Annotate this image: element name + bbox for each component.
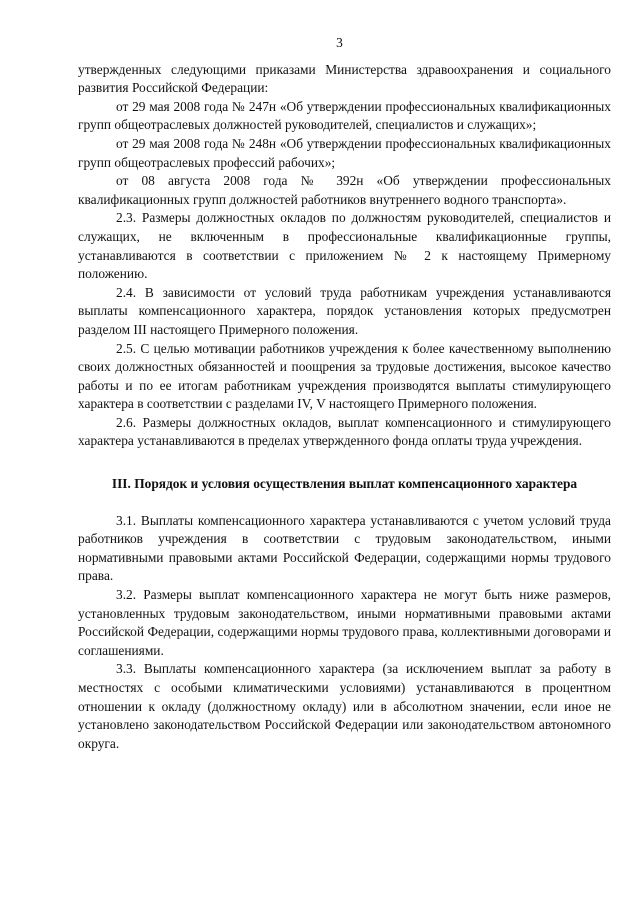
- paragraph-3-2: 3.2. Размеры выплат компенсационного характера не могут быть ниже размеров, установленных трудовым законодательством, иными нормативными правовыми актами Российской Федерации, содержащими нормы трудового права, коллективными договорами и соглашениями.: [78, 587, 611, 658]
- paragraph-2-6: 2.6. Размеры должностных окладов, выплат компенсационного и стимулирующего характера устанавливаются в пределах утвержденного фонда оплаты труда учреждения.: [78, 414, 611, 449]
- paragraph-order-248n: от 29 мая 2008 года № 248н «Об утверждении профессиональных квалификационных групп общеотраслевых профессий рабочих»;: [78, 135, 611, 170]
- paragraph-order-392n: от 08 августа 2008 года № 392н «Об утверждении профессиональных квалификационных групп должностей работников внутреннего водного транспорта».: [78, 173, 611, 207]
- paragraph-2-3: 2.3. Размеры должностных окладов по должностям руководителей, специалистов и служащих, не включенным в профессиональные квалификационные группы, устанавливаются в соответствии с приложением № 2 к настоящему Примерному положению.: [78, 210, 611, 282]
- section-heading: III. Порядок и условия осуществления выплат компенсационного характера: [111, 476, 578, 492]
- paragraph-3-1: 3.1. Выплаты компенсационного характера устанавливаются с учетом условий труда работников учреждения в соответствии с трудовым законодательством, иными нормативными правовыми актами Российской Федерации, содержащими нормы трудового права.: [78, 512, 611, 584]
- paragraph-2-5: 2.5. С целью мотивации работников учреждения к более качественному выполнению своих должностных обязанностей и поощрения за трудовые достижения, высокое качество работы и по ее итогам работникам учреждения производятся выплаты стимулирующего характера в соответствии с разделами IV, V настоящего Примерного положения.: [78, 340, 611, 412]
- paragraph-intro-continuation: утвержденных следующими приказами Министерства здравоохранения и социального развития Российской Федерации:: [78, 61, 611, 96]
- paragraph-3-3: 3.3. Выплаты компенсационного характера (за исключением выплат за работу в местностях с особыми климатическими условиями) устанавливаются в процентном отношении к окладу (должностному окладу) или в абсолютном значении, если иное не установлено законодательством Российской Федерации или законодательством автономного округа.: [78, 661, 611, 751]
- paragraph-order-247n: от 29 мая 2008 года № 247н «Об утверждении профессиональных квалификационных групп общеотраслевых должностей руководителей, специалистов и служащих»;: [78, 98, 611, 133]
- page-number: 3: [336, 35, 343, 50]
- paragraph-2-4: 2.4. В зависимости от условий труда работникам учреждения устанавливаются выплаты компенсационного характера, порядок установления которых предусмотрен разделом III настоящего Примерного положения.: [78, 284, 611, 337]
